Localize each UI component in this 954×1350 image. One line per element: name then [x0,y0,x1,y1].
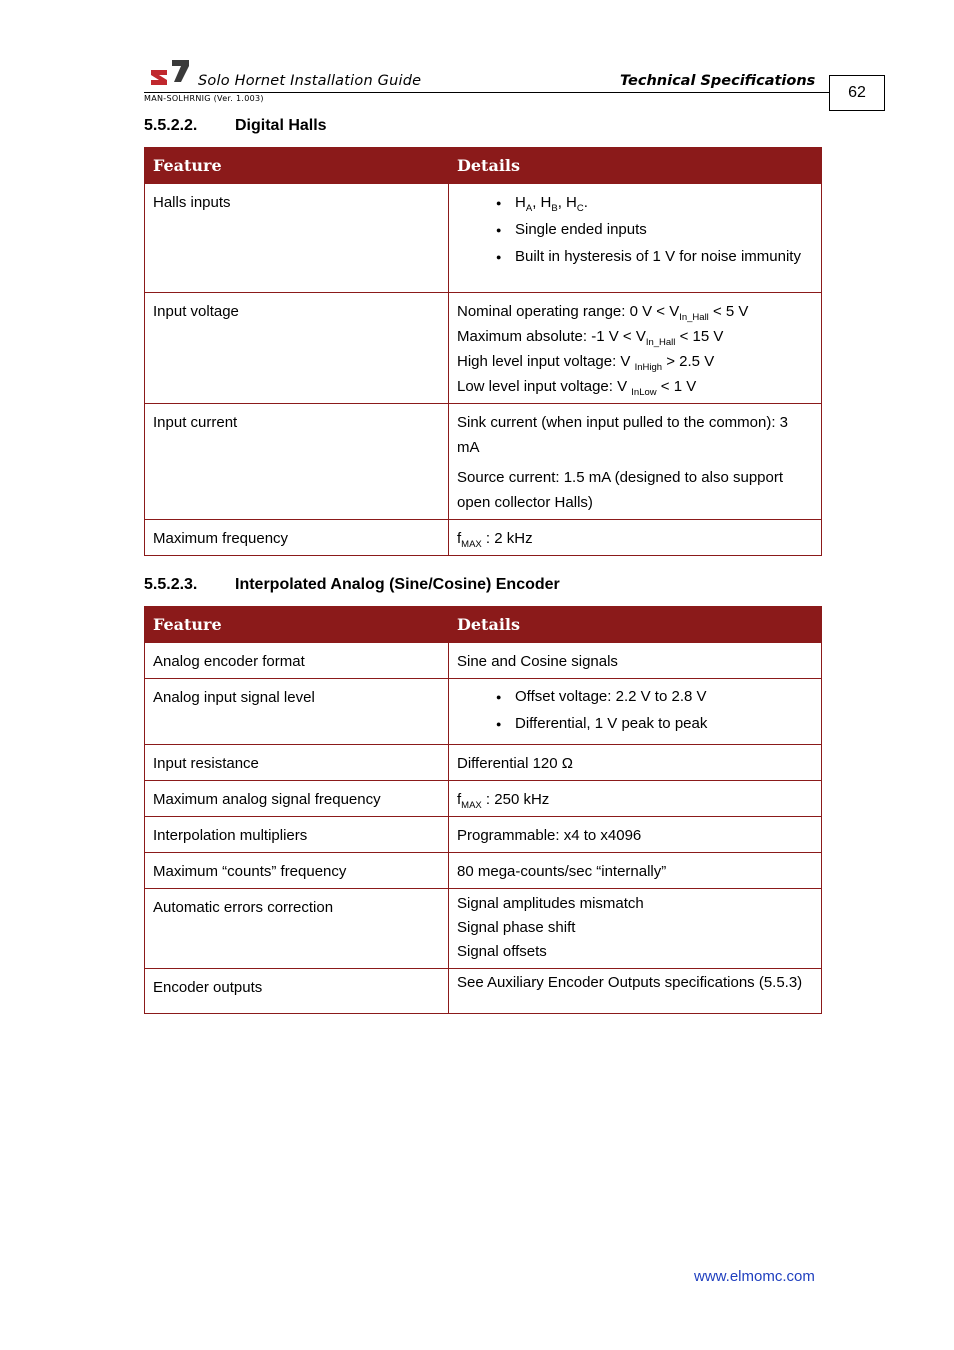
details-cell [449,404,822,520]
feature-cell: Input voltage [145,293,449,404]
feature-cell: Input resistance [145,745,449,781]
column-header-details: Details [449,148,822,184]
table-row [145,889,822,969]
section-heading-digital-halls [144,117,327,135]
detail-line: Signal offsets [457,943,547,960]
details-cell [449,889,822,969]
detail-line: Signal amplitudes mismatch [457,895,644,912]
bullet-list [457,686,813,735]
list-item: ● Single ended inputs [515,219,813,241]
feature-cell: Maximum frequency [145,520,449,556]
feature-cell: Maximum analog signal frequency [145,781,449,817]
table-row [145,679,822,745]
table-header-row [145,148,822,184]
feature-cell: Analog input signal level [145,679,449,745]
table-header-row [145,607,822,643]
detail-paragraph: Sink current (when input pulled to the common): 3 mA [457,414,789,456]
digital-halls-table [144,147,822,556]
detail-line: Signal phase shift [457,919,576,936]
feature-cell: Maximum “counts” frequency [145,853,449,889]
feature-cell: Halls inputs [145,184,449,293]
table-row [145,817,822,853]
table-row [145,184,822,293]
details-cell: Sine and Cosine signals [449,643,822,679]
feature-cell: Input current [145,404,449,520]
detail-line: Low level input voltage: V $_{InLow}$ < 1 V [457,378,697,398]
details-cell: $f_{MAX}$ : 250 kHz [449,781,822,817]
chapter-title: Technical Specifications [620,73,816,89]
detail-line: Nominal operating range: 0 $V < V_{In\_Hall} < 5$ V [457,303,749,323]
details-cell: Programmable: x4 to x4096 [449,817,822,853]
details-cell: See Auxiliary Encoder Outputs specifications (5.5.3) [449,969,822,1014]
details-cell [449,184,822,293]
details-cell [449,679,822,745]
column-header-feature: Feature [145,148,449,184]
list-item: ● $H_A$, $H_B$, $H_C$. [515,192,813,214]
analog-encoder-table [144,606,822,1014]
list-item: ● Differential, 1 V peak to peak [515,713,813,735]
detail-paragraph: Source current: 1.5 mA (designed to also support open collector Halls) [457,469,784,511]
details-cell: $f_{MAX}$ : 2 kHz [449,520,822,556]
page-number: 62 [829,75,885,111]
details-cell [449,293,822,404]
column-header-feature: Feature [145,607,449,643]
feature-cell: Automatic errors correction [145,889,449,969]
column-header-details: Details [449,607,822,643]
detail-line: Maximum absolute: -1 $V < V_{In\_Hall} < 15$ V [457,328,724,348]
header-divider [144,92,830,93]
elmo-logo [148,58,190,88]
table-row [145,853,822,889]
details-cell: Differential 120 Ω [449,745,822,781]
table-row [145,293,822,404]
table-row [145,404,822,520]
section-title: Digital Halls [235,117,327,134]
table-row [145,969,822,1014]
list-item: ● Built in hysteresis of 1 V for noise immunity [515,246,813,268]
website-link[interactable]: www.elmomc.com [694,1268,815,1285]
table-row [145,520,822,556]
list-item: ● Offset voltage: 2.2 V to 2.8 V [515,686,813,708]
document-title: Solo Hornet Installation Guide [198,73,422,89]
detail-line: High level input voltage: V $_{InHigh}$ > 2.5 V [457,353,715,373]
feature-cell: Interpolation multipliers [145,817,449,853]
table-row [145,745,822,781]
details-cell: 80 mega-counts/sec “internally” [449,853,822,889]
section-title: Interpolated Analog (Sine/Cosine) Encoder [235,576,560,593]
section-number: 5.5.2.2. [144,117,198,134]
feature-cell: Encoder outputs [145,969,449,1014]
table-row [145,643,822,679]
table-row [145,781,822,817]
section-heading-analog-encoder [144,576,560,594]
section-number: 5.5.2.3. [144,576,198,593]
feature-cell: Analog encoder format [145,643,449,679]
bullet-list [457,192,813,268]
document-version: MAN-SOLHRNIG (Ver. 1.003) [144,94,264,103]
